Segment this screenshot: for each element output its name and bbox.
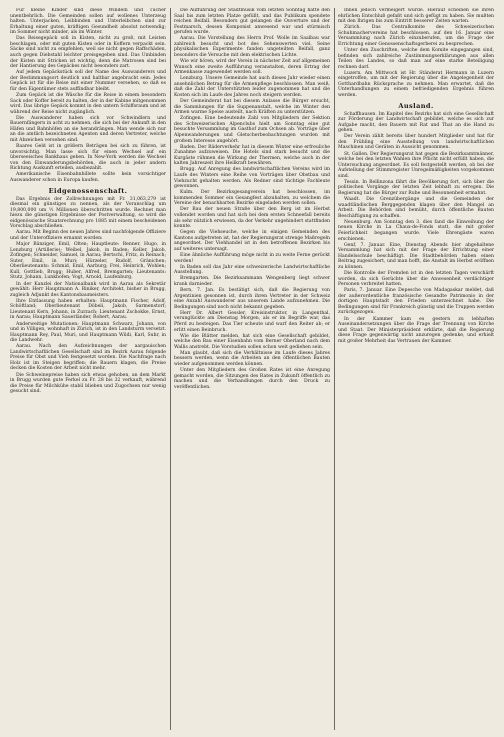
article-paragraph: Der Verein zählt bereits über hundert Mitglieder und hat für den Frühling eine Ausstellung von landwirtschaftlichen Maschinen und Geräten in Aussicht genommen. bbox=[338, 134, 494, 151]
article-paragraph: Genf, 7. Januar. Eine, Dienstag Abends hier abgehaltene Versammlung hat sich mit der Frage der Errichtung einer Handelsschule beschäftigt. Die Stadtbehörden haben einen Beitrag zugesichert, und man hofft, die Anstalt im Herbst eröffnen zu können. bbox=[338, 242, 494, 270]
article-paragraph: Zofingen. Eine bedeutende Zahl von Mitgliedern der Sektion des Schweizerischen Alpenclubs hielt am Sonntag eine gut besuchte Versammlung im Gasthof zum Ochsen ab. Vorträge über Alpenwanderungen und Gletscherbeobachtungen wurden mit großem Interesse angehört. bbox=[174, 116, 330, 144]
article-paragraph: In Baden soll das Jahr eine schweizerische Landwirtschaftliche Ausstellung. bbox=[174, 264, 330, 276]
article-paragraph: Luzern. Am Mittwoch ist Hr. Ständerat Hermann in Luzern eingetroffen, um mit der Regierung über die Angelegenheit der Gotthardbahn Rücksprache zu nehmen. Man erwartet, daß die Unterhandlungen zu einem befriedigenden Ergebnis führen werden. bbox=[338, 70, 494, 98]
article-paragraph: Baares Geld ist in größern Beträgen bei sich zu führen, ist unvorsichtig. Man lasse sich für einen Wechsel auf ein überseeisches Bankhaus geben. In New-York werden die Wechsel von den Einwanderungsbehörden, die auch in jeder andern Richtung Auskunft erteilen, ausbezahlt. bbox=[10, 144, 166, 172]
article-paragraph: Die Auswanderer haben sich vor Schwindlern und Bauernfängern in acht zu nehmen, die sich bei der Ankunft in den Häfen und Bahnhöfen an sie herandrängen. Man wende sich nur an die amtlich bezeichneten Agenten und deren Vertreter, welche mit Abzeichen versehen sind. bbox=[10, 115, 166, 143]
section-heading: Eidgenossenschaft. bbox=[48, 186, 128, 195]
newspaper-page bbox=[10, 8, 494, 730]
article-paragraph: Aarau. Mit Beginn des neuen Jahres sind nachfolgende Offiziere und der Unteroffiziere ernannt worden: bbox=[10, 230, 166, 241]
article-paragraph: Zürich. Das Centralkomite des Schweizerischen Schuhmachervereins hat beschlossen, auf den 16. Januar eine Versammlung nach Zürich einzuberufen, um die Frage der Errichtung einer Genossenschaftsgerberei zu besprechen. bbox=[338, 25, 494, 47]
article-paragraph: Anderweitige Mutationen: Hauptmann Schwarz, Johann, von und in Villigen, wohnhaft in Zürich, ist in den Landsturm versetzt. Hauptmann Rey, Paul, Muri, und Hauptmann Wildi, Karl, Suhr, in die Landwehr. bbox=[10, 321, 166, 344]
article-paragraph: Aarau. Die Vorstellung des Herrn Prof. Wolle im Saalbau war zahlreich besucht und bot des Sehenswerten viel. Seine physikalischen Experimente fanden ungeteilten Beifall, ganz besonders die Versuche mit dem elektrischen Lichte. bbox=[174, 36, 330, 58]
article-paragraph: Tessin. In Bellinzona fährt die Bevölkerung fort, sich über die politischen Vorgänge der letzten Zeit lebhaft zu erregen. Die Regierung hat die Bürger zur Ruhe und Besonnenheit ermahnt. bbox=[338, 179, 494, 196]
article-paragraph: Der Bau der neuen Straße über den Berg ist im Herbst vollendet worden und hat sich bei dem ersten Schneefall bereits als sehr nützlich erwiesen, da der Verkehr ungehindert stattfinden konnte. bbox=[174, 207, 330, 230]
article-paragraph: Das Ergebnis der Zollrechnungen mit Fr. 31,063,279 ist diesmal ein günstiges zu nennen, als der Voranschlag um 19,800,000 um ½ Millionen überschritten wurde. Rechnet man hiezu die günstigen Ergebnisse der Postverwaltung, so wird die eidgenössische Staatsrechnung pro 1885 mit einem bescheidenen Vorschlag abschließen. bbox=[10, 196, 166, 230]
article-paragraph: Schaffhausen. Im Kapitel des Bezirks hat sich eine Gesellschaft zur Förderung der Landwirtschaft gebildet, welche es sich zur Aufgabe macht, den Bauern mit Rat und That an die Hand zu gehen. bbox=[338, 111, 494, 134]
article-paragraph: In der Kanzlei der Nationalbank wird in Aarau als Sekretär gewählt: Herr Hauptmann A. Riniker, Architekt, bisher in Brugg, zugleich Adjunkt des Kantonsbaumeisters. bbox=[10, 281, 166, 298]
article-paragraph: Unter den Mitgliedern des Großen Rates ist eine Anregung gemacht worden, die Sitzungen des Rates in Zukunft öffentlich zu machen und die Verhandlungen durch den Druck zu veröffentlichen. bbox=[174, 368, 330, 390]
article-paragraph: Major Bänziger, Emil, Olten; Hauptleute: Renner, Hugo, in Lenzburg (Artillerie); Weibel, Jakob, in Baden; Keller, Jakob, Zofingen; Schneider, Samuel, in Aarau; Bertschi, Fritz, in Reinach; Suter, Emil, in Muri; Hürzeler, Rudolf, Gränichen; Oberlieutenants: Schmid, Emil, Aarburg; Frei, Heinrich, Wohlen; Kull, Gottlieb, Brugg; Huber, Alfred, Bremgarten; Lieutenants: Stutz, Johann, Lunkhofen; Vogt, Arnold, Laufenburg. bbox=[10, 242, 166, 281]
article-paragraph: Lenzburg. Unsere Gemeinde hat auch dieses Jahr wieder einen ansehnlichen Betrag für die Armenpflege beschlossen. Man weiß, daß die Zahl der Unterstützten leider zugenommen hat und die Kosten sich im Laufe des Jahres noch steigern werden. bbox=[174, 76, 330, 98]
article-paragraph: Bremgarten. Die Bezirksammann Wengenberg liegt schwer krank darnieder. bbox=[174, 276, 330, 287]
article-paragraph: Herr Dr. Albert Gessler, Kreisinstruktor, in Langenthal, verunglückte am Dienstag Morgen, als er im Begriffe war, das Pferd zu besteigen. Das Tier scheute und warf den Reiter ab; er erlitt einen Beinbruch. bbox=[174, 310, 330, 333]
article-paragraph: Für kleine Kinder sind diese Windeln und Tücher unentbehrlich. Die Gemeinden sollen auf wollenes Unterzeug halten. Unterjacken, Leibbinden und Unterleibchen sind zur Erhaltung einer guten, kräftigen Gesundheit absolut notwendig; im Sommer nicht minder, als im Winter. bbox=[10, 8, 166, 36]
article-paragraph: Man glaubt, daß sich die Verhältnisse im Laufe dieses Jahres bessern werden, wenn die Arbeiten an den öffentlichen Bauten wieder aufgenommen werden können. bbox=[174, 350, 330, 367]
article-paragraph: Unter den Zuschriften, welche dem Komite eingegangen sind, befinden sich zahlreiche Zustimmungserklärungen aus allen Teilen des Landes, so daß man auf eine starke Beteiligung rechnen darf. bbox=[338, 48, 494, 70]
article-paragraph: Kulm. Der Bezirksgesangverein hat beschlossen, im kommenden Sommer ein Gesangfest abzuhalten, zu welchem die Vereine der benachbarten Bezirke eingeladen werden sollen. bbox=[174, 190, 330, 207]
article-paragraph: Wie die Blätter melden, hat sich eine Gesellschaft gebildet, welche den Bau einer Eisenbahn vom Berner Oberland nach dem Wallis anstrebt. Die Vorstudien sollen schon weit gediehen sein. bbox=[174, 333, 330, 350]
column-divider bbox=[334, 8, 335, 730]
article-paragraph: Auf jedem Gepäckstück soll der Name des Auswanderers und der Bestimmungsort deutlich und haltbar angebracht sein. Jedes Gepäck ist für die Reise mit einer Nummer versehen, so daß es für den Eigentümer stets auffindbar bleibt. bbox=[10, 70, 166, 92]
article-paragraph: Ihnen jedoch vermeigert wurde. Hierauf scheinen sie ihren ehrlichen Entschluß gefaßt und sich gefügt zu haben. Sie mußten mit den Ihrigen bis zum Eintritt besserer Zeiten warten. bbox=[338, 8, 494, 25]
article-paragraph: Die Schweinepreise haben sich etwas gehoben, an dem Markt in Brugg wurden gute Ferkel zu Fr. 28 bis 32 verkauft, während die Preise für Milchkühe stabil blieben und Zugochsen nur wenig gesucht sind. bbox=[10, 372, 166, 395]
column-middle bbox=[174, 8, 330, 730]
article-paragraph: Paris, 7. Januar. Eine Depesche von Madagaskar meldet, daß der außerordentliche französische Gesandte Patrimonio in der dortigen Hauptstadt den Frieden unterzeichnet habe. Die Bedingungen sind für Frankreich günstig und die Truppen werden zurückgezogen. bbox=[338, 288, 494, 316]
article-paragraph: Eine ähnliche Aufführung möge nicht in zu weite Ferne gerückt werden! bbox=[174, 253, 330, 264]
article-paragraph: In der Kammer kam es gestern zu lebhaften Auseinandersetzungen über die Frage der Trennung von Kirche und Staat. Der Ministerpräsident erklärte, daß die Regierung diese Frage gegenwärtig nicht anzuregen gedenke, und erhielt mit großer Mehrheit das Vertrauen der Kammer. bbox=[338, 316, 494, 344]
article-paragraph: Gegen die Viehseuche, welche in einigen Gemeinden des Kantons aufgetreten ist, hat der Regierungsrat strenge Maßregeln angeordnet. Der Viehhandel ist in den betroffenen Bezirken bis auf weiteres untersagt. bbox=[174, 230, 330, 252]
section-heading: Ausland. bbox=[398, 101, 434, 110]
article-paragraph: Baden. Der Bäderverkehr hat in diesem Winter eine erfreuliche Zunahme aufzuweisen. Die Hotels sind stark besucht und die Kurgäste rühmen die Wirkung der Thermen, welche auch in der kalten Jahreszeit ihre Heilkraft bewähren. bbox=[174, 144, 330, 167]
article-paragraph: Das Reisegepäck soll in Kisten, nicht zu groß, mit Leisten beschlagen, oder mit guten Kisten oder in Koffern verpackt sein. Säcke sind nicht zu empfehlen, weil sie nicht gegen Raffschäden, auch gegen Diebstahl leichter preisgegeben sind. Das Umbinden der Kisten mit Stricken ist wichtig, denn die Matrosen sind bei der Hantierung des Gepäckes nicht besonders zart. bbox=[10, 36, 166, 70]
column-left bbox=[10, 8, 166, 730]
article-paragraph: Neuenburg. Am Sonntag den 3. dies fand die Einweihung der neuen Kirche in La Chaux-de-Fonds statt, die mit großer Feierlichkeit begangen wurde. Viele Ehrengäste waren erschienen. bbox=[338, 219, 494, 242]
article-paragraph: St. Gallen. Der Regierungsrat hat gegen die Bezirksamtmänner, welche bei den letzten Wahlen ihre Pflicht nicht erfüllt haben, die Untersuchung angeordnet. Es soll festgestellt werden, ob bei der Aufstellung der Stimmregister Unregelmäßigkeiten vorgekommen sind. bbox=[338, 151, 494, 179]
article-paragraph: Der Gemeinderat hat bei diesem Anlasse die Bürger ersucht, die Sammlungen für die Suppenanstalt, welche im Winter den Armen warme Speise austeilt, nach Kräften zu unterstützen. bbox=[174, 99, 330, 116]
article-paragraph: Amerikanische Eisenbahnbillete sollte kein vorsichtiger Auswanderer schon in Europa kaufen. bbox=[10, 172, 166, 183]
article-paragraph: Bern, 7. Jan. Es bestätigt sich, daß die Regierung von Argentinien gesonnen ist, durch ihren Vertreter in der Schweiz eine Anzahl Auswanderer aus unserem Lande aufzunehmen. Die Bedingungen sind noch nicht bekannt gegeben. bbox=[174, 288, 330, 310]
article-paragraph: Die Kontrolle der Fremden ist in den letzten Tagen verschärft worden, da sich Gerüchte über die Anwesenheit verdächtiger Personen verbreitet hatten. bbox=[338, 271, 494, 288]
article-paragraph: Waadt. Die Grenzübergänge und die Gemeinden der waadtländischen Berggegenden klagen über den Mangel an Arbeit. Die Behörden sind bemüht, durch öffentliche Bauten Beschäftigung zu schaffen. bbox=[338, 197, 494, 219]
column-divider bbox=[170, 8, 171, 730]
article-paragraph: Ihre Entlassung haben erhalten: Hauptmann Fischer, Adolf, Schöftland; Oberlieutenant Döbeli, Jakob, Sarmenstorf; Lieutenant Kern, Johann, in Zurzach; Lieutenant Zschokke, Ernst, in Aarau; Hauptmann Sauerländer, Robert, Aarau. bbox=[10, 298, 166, 321]
article-paragraph: Brugg. Auf Anregung des landwirtschaftlichen Vereins wird im Laufe des Winters eine Reihe von Vorträgen über Obstbau und Viehzucht gehalten werden. Als Redner sind tüchtige Fachleute gewonnen. bbox=[174, 167, 330, 190]
article-paragraph: Zum Gepäck ist die Wäsche für die Reise in einem besondern Sack oder Koffer bereit zu halten, der in der Kabine mitgenommen wird. Das übrige Gepäck kommt in den untern Schiffsraum und ist während der Reise nicht zugänglich. bbox=[10, 92, 166, 115]
article-paragraph: Aarau. Nach den Aufzeichnungen der aargauischen Landwirtschaftlichen Gesellschaft sind im Bezirk Aarau folgende Preise für Obst und Vieh festgesetzt worden. Die Nachfrage nach Holz ist im Steigen begriffen; die Bauern klagen, die Preise decken die Kosten der Arbeit nicht mehr. bbox=[10, 344, 166, 372]
article-paragraph: Wie wir hören, wird der Verein in nächster Zeit auf allgemeinen Wunsch eine zweite Aufführung veranstalten, deren Ertrag der Armenkasse zugewendet werden soll. bbox=[174, 59, 330, 76]
article-paragraph: Die Aufführung der Stadtmusik vom letzten Sonntag hatte den Saal bis zum letzten Platze gefüllt, und das Publikum spendete reichen Beifall. Besonders gut gelangen die Ouverture und der Festmarsch, dessen Komponist anwesend war und stürmisch gerufen wurde. bbox=[174, 8, 330, 36]
column-right bbox=[338, 8, 494, 730]
